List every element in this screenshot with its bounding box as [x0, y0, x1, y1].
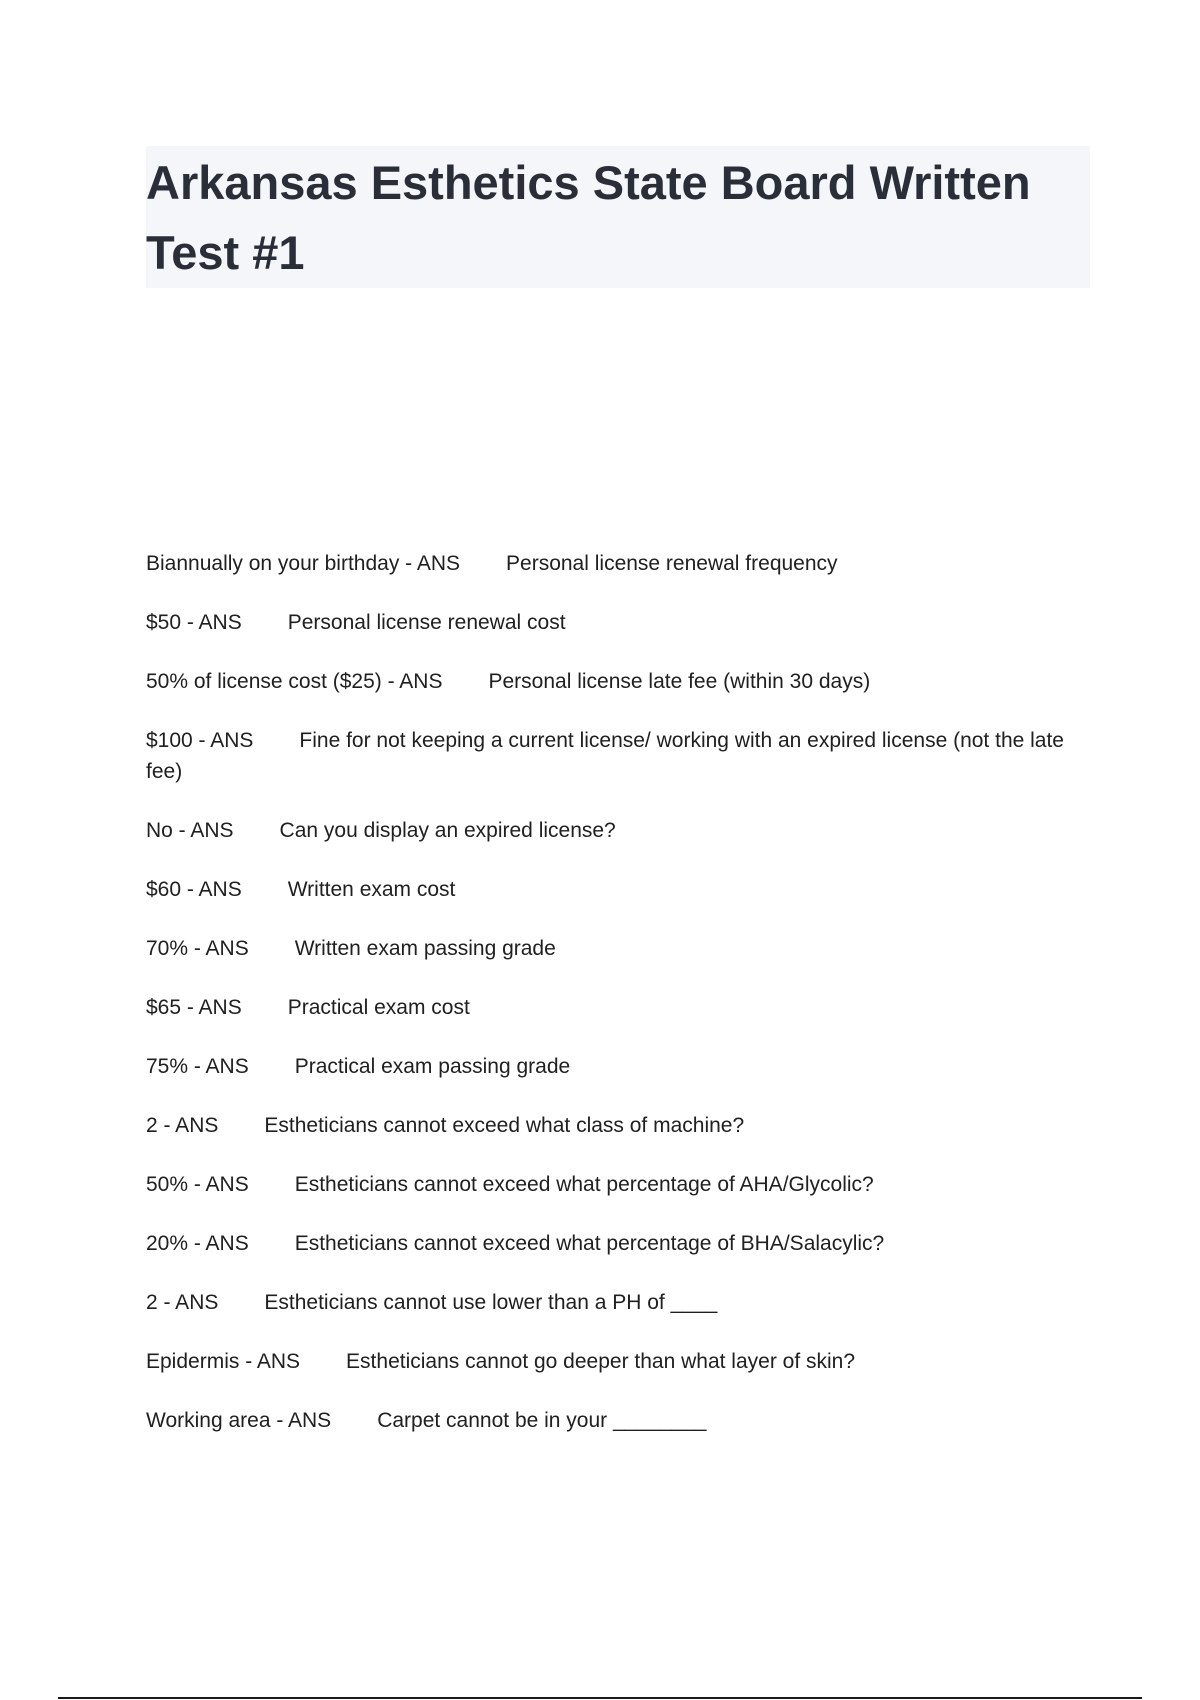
- qa-item: [146, 1051, 1086, 1082]
- qa-answer: $100 - ANS: [146, 729, 254, 752]
- qa-answer: Biannually on your birthday - ANS: [146, 552, 461, 575]
- qa-item: [146, 1228, 1086, 1259]
- qa-answer: No - ANS: [146, 819, 234, 842]
- qa-item: [146, 874, 1086, 905]
- qa-answer: 2 - ANS: [146, 1291, 219, 1314]
- qa-answer: Epidermis - ANS: [146, 1350, 301, 1373]
- qa-question: Can you display an expired license?: [279, 819, 616, 842]
- qa-answer: Working area - ANS: [146, 1409, 332, 1432]
- qa-item: [146, 1405, 1086, 1436]
- qa-question: Estheticians cannot exceed what class of machine?: [264, 1114, 745, 1137]
- qa-question: Estheticians cannot use lower than a PH of ____: [264, 1291, 718, 1314]
- qa-item: [146, 1287, 1086, 1318]
- qa-item: [146, 666, 1086, 697]
- qa-item: [146, 1169, 1086, 1200]
- qa-item: [146, 1346, 1086, 1377]
- qa-question: Estheticians cannot go deeper than what layer of skin?: [346, 1350, 856, 1373]
- qa-answer: 20% - ANS: [146, 1232, 249, 1255]
- bottom-divider: [58, 1697, 1142, 1699]
- qa-question: Personal license renewal frequency: [506, 552, 838, 575]
- qa-question: Written exam cost: [287, 878, 456, 901]
- qa-item: [146, 1110, 1086, 1141]
- qa-item: [146, 815, 1086, 846]
- qa-question: Fine for not keeping a current license/ working with an expired license (not the late fee): [146, 729, 1064, 783]
- qa-list: [146, 548, 1086, 1464]
- qa-answer: 2 - ANS: [146, 1114, 219, 1137]
- qa-answer: 70% - ANS: [146, 937, 249, 960]
- qa-answer: $60 - ANS: [146, 878, 242, 901]
- qa-question: Carpet cannot be in your ________: [377, 1409, 707, 1432]
- qa-question: Practical exam cost: [287, 996, 470, 1019]
- qa-answer: 75% - ANS: [146, 1055, 249, 1078]
- document-title: Arkansas Esthetics State Board Written Test #1: [146, 156, 1031, 279]
- qa-question: Personal license late fee (within 30 days): [488, 670, 871, 693]
- qa-answer: $50 - ANS: [146, 611, 242, 634]
- qa-item: [146, 992, 1086, 1023]
- qa-item: [146, 548, 1086, 579]
- qa-answer: 50% of license cost ($25) - ANS: [146, 670, 443, 693]
- qa-answer: 50% - ANS: [146, 1173, 249, 1196]
- qa-question: Personal license renewal cost: [287, 611, 566, 634]
- title-block: [146, 146, 1090, 288]
- qa-item: [146, 933, 1086, 964]
- qa-question: Practical exam passing grade: [294, 1055, 571, 1078]
- qa-question: Estheticians cannot exceed what percentage of BHA/Salacylic?: [294, 1232, 885, 1255]
- qa-question: Estheticians cannot exceed what percentage of AHA/Glycolic?: [294, 1173, 874, 1196]
- qa-question: Written exam passing grade: [294, 937, 556, 960]
- qa-answer: $65 - ANS: [146, 996, 242, 1019]
- qa-item: [146, 607, 1086, 638]
- qa-item: [146, 725, 1086, 787]
